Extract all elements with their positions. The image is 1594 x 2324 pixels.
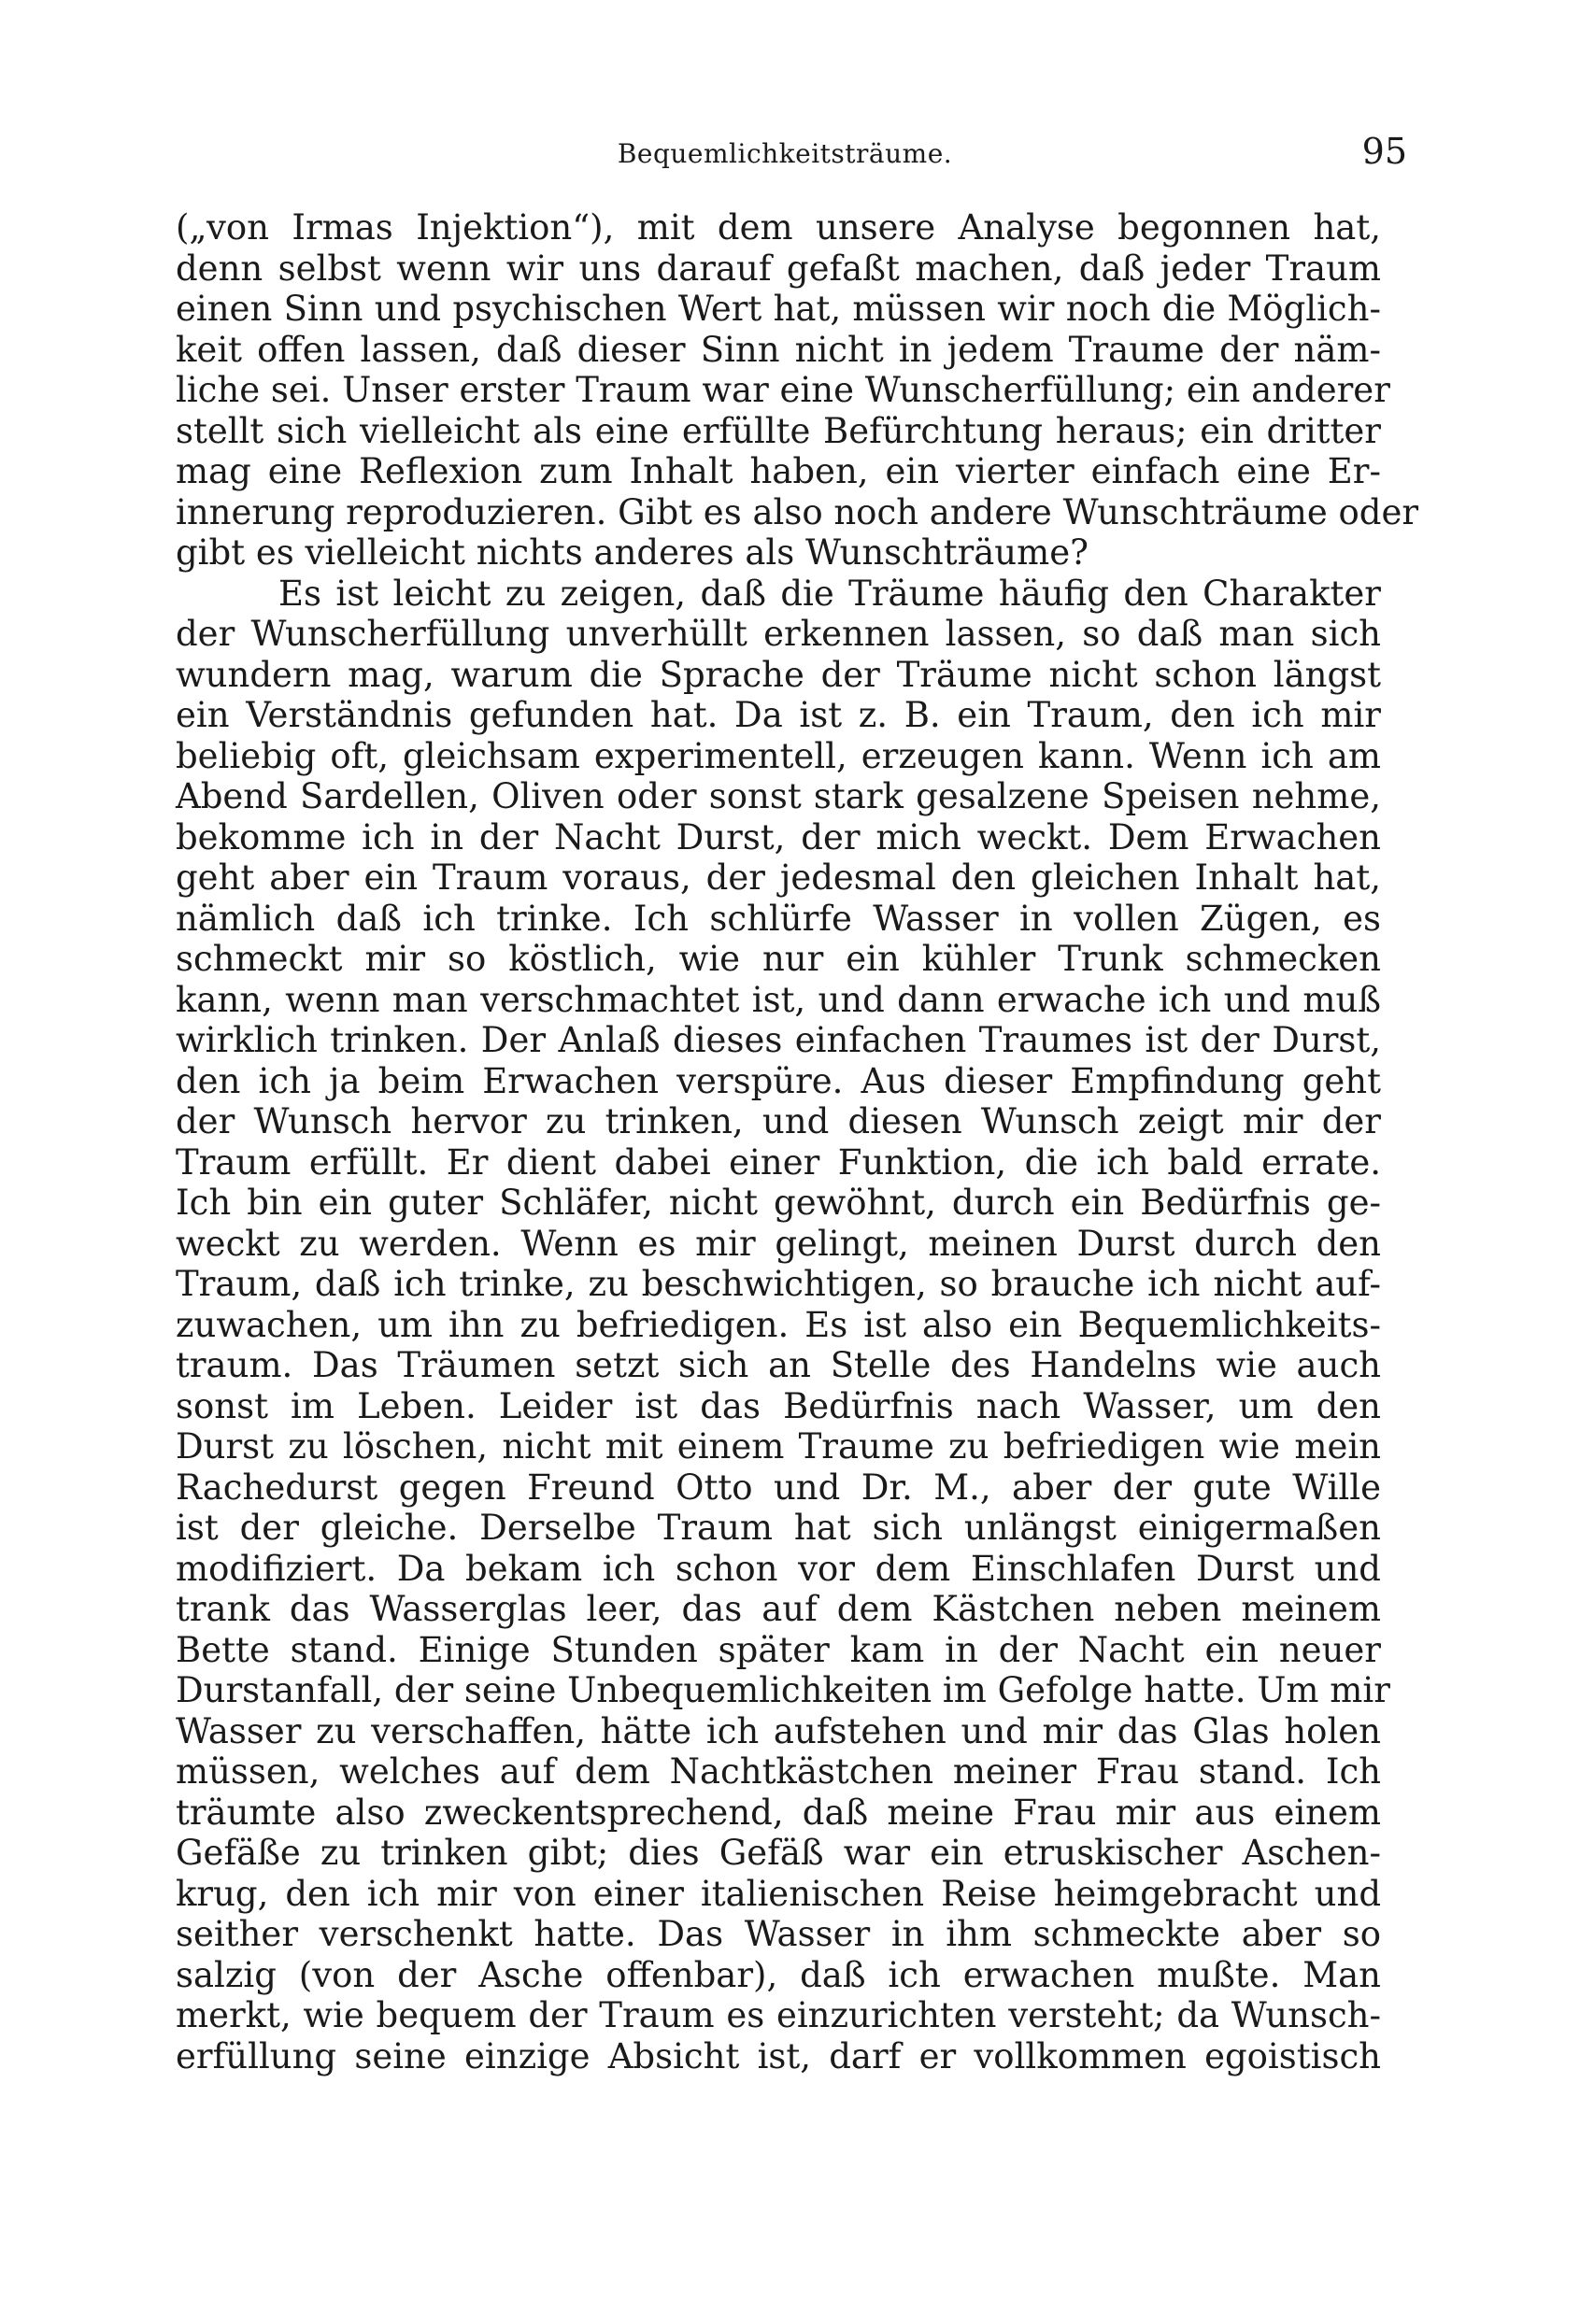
text-line: geht aber ein Traum voraus, der jedesmal den gleichen Inhalt hat, [176, 857, 1381, 898]
text-line: schmeckt mir so köstlich, wie nur ein kühler Trunk schmecken [176, 939, 1381, 979]
text-line: Traum erfüllt. Er dient dabei einer Funktion, die ich bald errate. [176, 1141, 1381, 1183]
text-line: weckt zu werden. Wenn es mir gelingt, meinen Durst durch den [176, 1223, 1381, 1264]
text-line: sonst im Leben. Leider ist das Bedürfnis nach Wasser, um den [176, 1385, 1381, 1426]
text-line: beliebig oft, gleichsam experimentell, erzeugen kann. Wenn ich am [176, 735, 1381, 776]
text-line: innerung reproduzieren. Gibt es also noch andere Wunschträume oder [176, 491, 1419, 532]
text-line-paragraph-start: Es ist leicht zu zeigen, daß die Träume häufig den Charakter [278, 573, 1381, 614]
text-line: stellt sich vielleicht als eine erfüllte Befürchtung heraus; ein dritter [176, 410, 1381, 451]
text-line: Abend Sardellen, Oliven oder sonst stark gesalzene Speisen nehme, [176, 776, 1381, 816]
text-line: traum. Das Träumen setzt sich an Stelle des Handelns wie auch [176, 1345, 1381, 1385]
text-line: Rachedurst gegen Freund Otto und Dr. M., aber der gute Wille [176, 1467, 1381, 1508]
text-line: krug, den ich mir von einer italienischen Reise heimgebracht und [176, 1873, 1381, 1914]
text-line: keit offen lassen, daß dieser Sinn nicht in jedem Traume der näm- [176, 329, 1381, 370]
text-line: Traum, daß ich trinke, zu beschwichtigen, so brauche ich nicht auf- [176, 1264, 1381, 1304]
text-line: müssen, welches auf dem Nachtkästchen meiner Frau stand. Ich [176, 1751, 1381, 1792]
text-line: wundern mag, warum die Sprache der Träume nicht schon längst [176, 654, 1381, 695]
text-line: merkt, wie bequem der Traum es einzurichten versteht; da Wunsch- [176, 1995, 1381, 2035]
text-line: zuwachen, um ihn zu befriedigen. Es ist also ein Bequemlichkeits- [176, 1304, 1381, 1345]
text-line: Durst zu löschen, nicht mit einem Traume zu befriedigen wie mein [176, 1426, 1381, 1467]
running-title: Bequemlichkeitsträume. [617, 138, 953, 169]
text-line: seither verschenkt hatte. Das Wasser in ihm schmeckte aber so [176, 1914, 1381, 1954]
text-line: salzig (von der Asche offenbar), daß ich erwachen mußte. Man [176, 1954, 1381, 1995]
text-line: den ich ja beim Erwachen verspüre. Aus dieser Empfindung geht [176, 1060, 1381, 1101]
text-line: kann, wenn man verschmachtet ist, und dann erwache ich und muß [176, 979, 1381, 1020]
text-line: trank das Wasserglas leer, das auf dem Kästchen neben meinem [176, 1589, 1381, 1629]
text-line: einen Sinn und psychischen Wert hat, müssen wir noch die Möglich- [176, 289, 1381, 329]
text-line: der Wunsch hervor zu trinken, und diesen Wunsch zeigt mir der [176, 1101, 1381, 1141]
text-line: modifiziert. Da bekam ich schon vor dem Einschlafen Durst und [176, 1548, 1381, 1589]
text-line: ist der gleiche. Derselbe Traum hat sich unlängst einigermaßen [176, 1508, 1381, 1548]
text-line: nämlich daß ich trinke. Ich schlürfe Wasser in vollen Zügen, es [176, 898, 1381, 939]
running-head [178, 131, 1407, 187]
page-number: 95 [1361, 131, 1407, 172]
text-line: Ich bin ein guter Schläfer, nicht gewöhnt, durch ein Bedürfnis ge- [176, 1183, 1381, 1223]
text-line: träumte also zweckentsprechend, daß meine Frau mir aus einem [176, 1792, 1381, 1833]
text-line: wirklich trinken. Der Anlaß dieses einfachen Traumes ist der Durst, [176, 1020, 1381, 1060]
text-line: denn selbst wenn wir uns darauf gefaßt machen, daß jeder Traum [176, 248, 1381, 289]
text-line: Gefäße zu trinken gibt; dies Gefäß war ein etruskischer Aschen- [176, 1833, 1381, 1873]
text-line: der Wunscherfüllung unverhüllt erkennen lassen, so daß man sich [176, 614, 1381, 654]
text-line: mag eine Reflexion zum Inhalt haben, ein vierter einfach eine Er- [176, 451, 1381, 491]
text-line: ein Verständnis gefunden hat. Da ist z. B. ein Traum, den ich mir [176, 695, 1381, 735]
text-line: Durstanfall, der seine Unbequemlichkeiten im Gefolge hatte. Um mir [176, 1670, 1390, 1710]
text-line: Bette stand. Einige Stunden später kam in der Nacht ein neuer [176, 1629, 1381, 1670]
body-text [176, 207, 1419, 2076]
text-line: bekomme ich in der Nacht Durst, der mich weckt. Dem Erwachen [176, 816, 1381, 857]
text-line: erfüllung seine einzige Absicht ist, darf er vollkommen egoistisch [176, 2035, 1381, 2076]
text-line: liche sei. Unser erster Traum war eine Wunscherfüllung; ein anderer [176, 370, 1390, 410]
text-line: („von Irmas Injektion“), mit dem unsere Analyse begonnen hat, [176, 207, 1381, 248]
text-line: Wasser zu verschaffen, hätte ich aufstehen und mir das Glas holen [176, 1710, 1381, 1751]
text-line-paragraph-end: gibt es vielleicht nichts anderes als Wunschträume? [176, 532, 1089, 573]
